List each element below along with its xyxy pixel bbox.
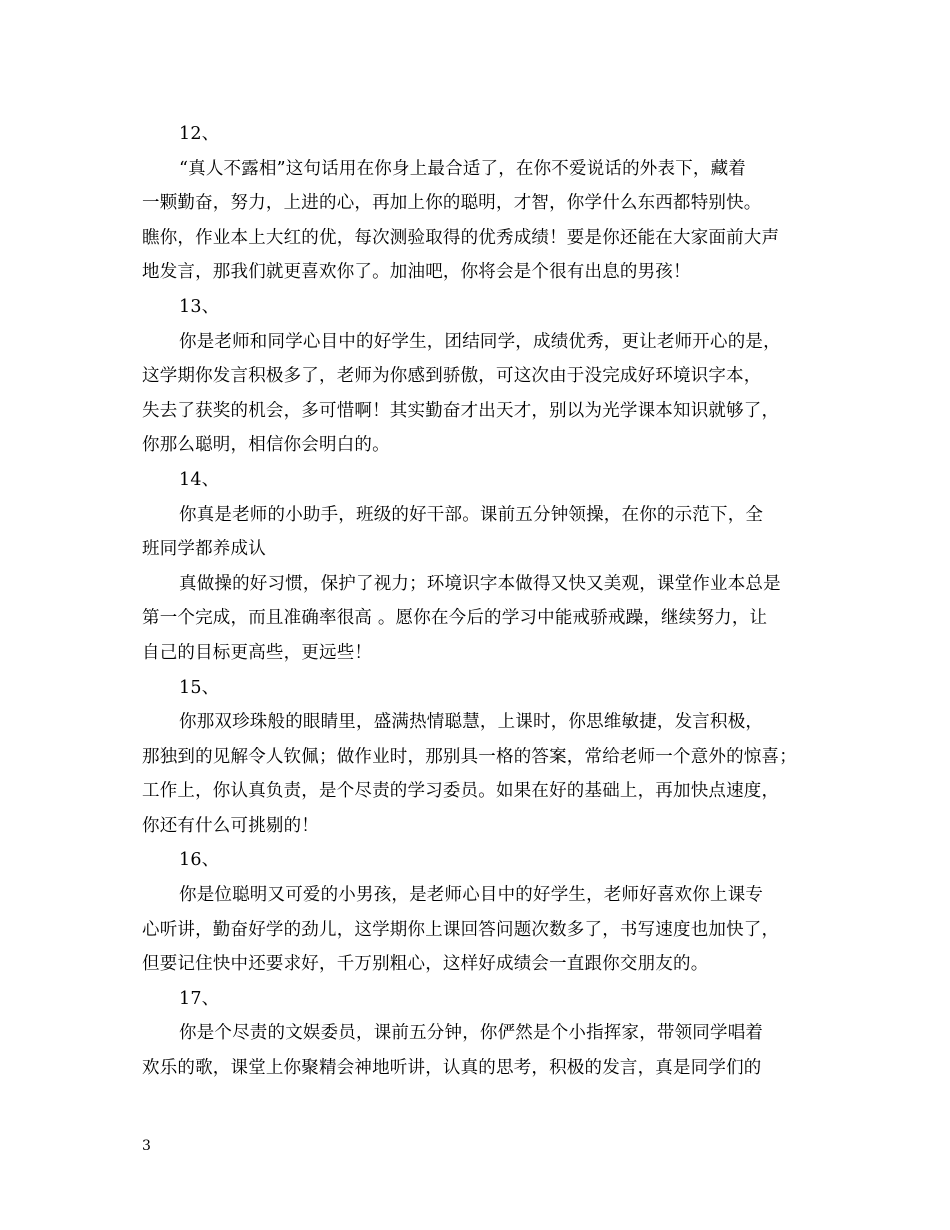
entry-14-continuation-line-1: 真做操的好习惯，保护了视力；环境识字本做得又快又美观，课堂作业本总是 <box>179 573 781 594</box>
entry-number-17: 17、 <box>179 988 220 1009</box>
entry-14-continuation-line-3: 自己的目标更高些，更远些！ <box>142 642 373 663</box>
entry-number-15: 15、 <box>179 677 220 698</box>
entry-17-line-2: 欢乐的歌，课堂上你聚精会神地听讲，认真的思考，积极的发言，真是同学们的 <box>142 1058 762 1079</box>
document-body <box>142 117 826 1086</box>
entry-15-line-4: 你还有什么可挑剔的！ <box>142 815 319 836</box>
entry-number-13: 13、 <box>179 296 220 317</box>
entry-16-line-1: 你是位聪明又可爱的小男孩，是老师心目中的好学生，老师好喜欢你上课专 <box>179 885 764 906</box>
entry-13-line-2: 这学期你发言积极多了，老师为你感到骄傲，可这次由于没完成好环境识字本， <box>142 366 762 387</box>
entry-13-line-4: 你那么聪明，相信你会明白的。 <box>142 435 390 456</box>
entry-17-line-1: 你是个尽责的文娱委员，课前五分钟，你俨然是个小指挥家，带领同学唱着 <box>179 1023 764 1044</box>
entry-number-14: 14、 <box>179 469 220 490</box>
entry-15-line-2: 那独到的见解令人钦佩；做作业时，那别具一格的答案，常给老师一个意外的惊喜； <box>142 746 797 767</box>
entry-15-line-3: 工作上，你认真负责，是个尽责的学习委员。如果在好的基础上，再加快点速度， <box>142 781 780 802</box>
entry-16-line-3: 但要记住快中还要求好，千万别粗心，这样好成绩会一直跟你交朋友的。 <box>142 954 709 975</box>
page-number: 3 <box>142 1138 151 1154</box>
entry-14-line-2: 班同学都养成认 <box>142 539 266 560</box>
entry-14-continuation-line-2: 第一个完成，而且准确率很高 。愿你在今后的学习中能戒骄戒躁，继续努力，让 <box>142 608 768 629</box>
entry-14-line-1: 你真是老师的小助手，班级的好干部。课前五分钟领操，在你的示范下，全 <box>179 504 764 525</box>
entry-12-line-4: 地发言，那我们就更喜欢你了。加油吧，你将会是个很有出息的男孩！ <box>142 262 691 283</box>
entry-13-line-3: 失去了获奖的机会，多可惜啊！其实勤奋才出天才，别以为光学课本知识就够了， <box>142 400 780 421</box>
entry-number-16: 16、 <box>179 850 220 871</box>
entry-12-line-3: 瞧你，作业本上大红的优，每次测验取得的优秀成绩！要是你还能在大家面前大声 <box>142 227 780 248</box>
entry-12-line-1: “真人不露相”这句话用在你身上最合适了，在你不爱说话的外表下，藏着 <box>179 158 746 179</box>
entry-number-12: 12、 <box>179 124 220 144</box>
entry-16-line-2: 心听讲，勤奋好学的劲儿，这学期你上课回答问题次数多了，书写速度也加快了， <box>142 919 780 940</box>
entry-12-line-2: 一颗勤奋，努力，上进的心，再加上你的聪明，才智，你学什么东西都特别快。 <box>142 193 762 214</box>
entry-13-line-1: 你是老师和同学心目中的好学生，团结同学，成绩优秀，更让老师开心的是， <box>179 331 781 352</box>
entry-15-line-1: 你那双珍珠般的眼睛里，盛满热情聪慧，上课时，你思维敏捷，发言积极， <box>179 712 764 733</box>
